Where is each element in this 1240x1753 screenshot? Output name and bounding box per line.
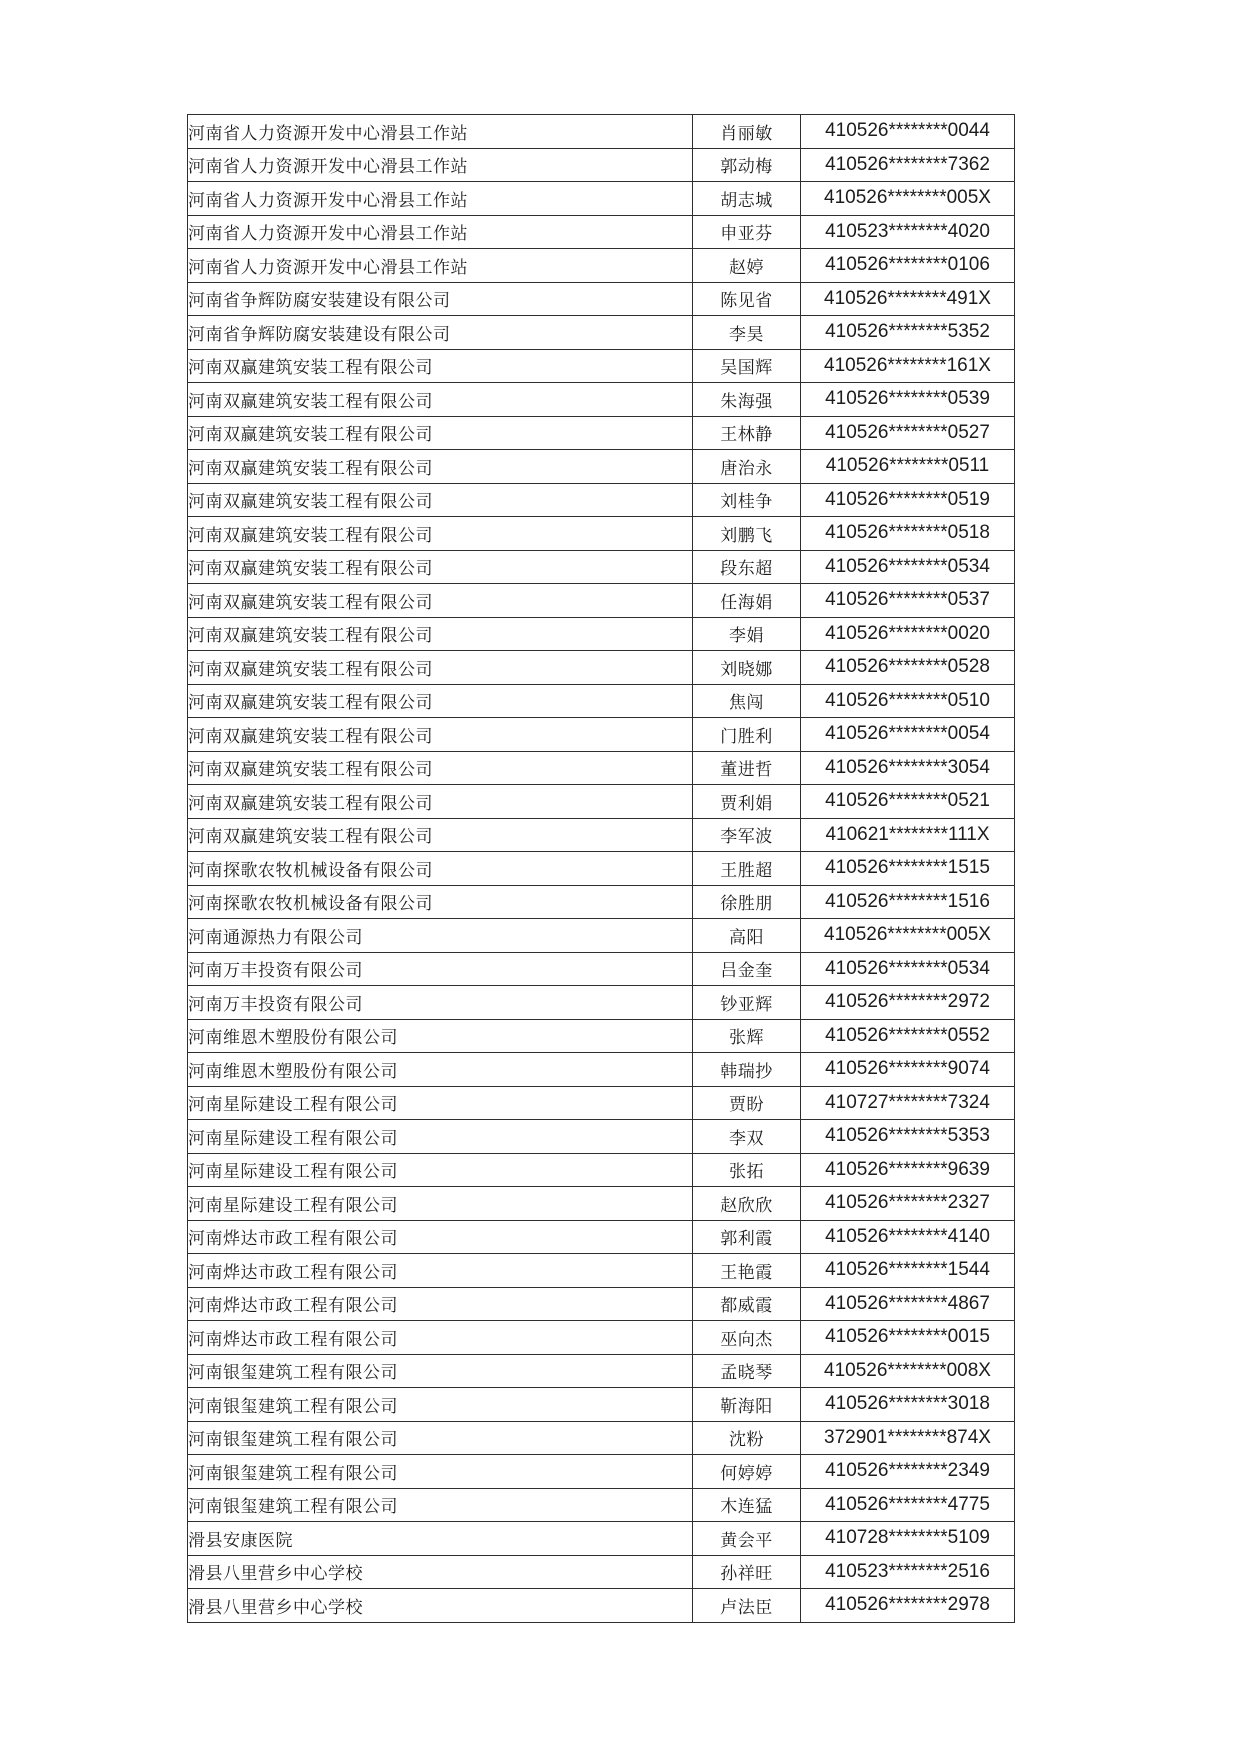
id-number-cell: 410526********9639 (801, 1153, 1015, 1187)
company-cell: 河南通源热力有限公司 (188, 919, 693, 953)
id-number-cell: 410526********0539 (801, 383, 1015, 417)
id-number-cell: 410526********005X (801, 919, 1015, 953)
company-cell: 河南银玺建筑工程有限公司 (188, 1354, 693, 1388)
company-cell: 河南省人力资源开发中心滑县工作站 (188, 249, 693, 283)
id-number-cell: 410526********3054 (801, 751, 1015, 785)
company-cell: 河南省人力资源开发中心滑县工作站 (188, 215, 693, 249)
table-row (188, 1120, 1015, 1154)
table-row (188, 1053, 1015, 1087)
id-number-cell: 410526********9074 (801, 1053, 1015, 1087)
table-row (188, 450, 1015, 484)
table-row (188, 550, 1015, 584)
table-row (188, 718, 1015, 752)
id-number-cell: 410526********0044 (801, 115, 1015, 149)
id-number-cell: 410526********2349 (801, 1455, 1015, 1489)
company-cell: 滑县安康医院 (188, 1522, 693, 1556)
table-row (188, 651, 1015, 685)
id-number-cell: 410526********0552 (801, 1019, 1015, 1053)
id-number-cell: 410526********0537 (801, 584, 1015, 618)
company-cell: 河南星际建设工程有限公司 (188, 1120, 693, 1154)
roster-table-body (188, 115, 1015, 1623)
company-cell: 河南银玺建筑工程有限公司 (188, 1388, 693, 1422)
person-name-cell: 徐胜朋 (693, 885, 801, 919)
table-row (188, 1321, 1015, 1355)
company-cell: 河南烨达市政工程有限公司 (188, 1287, 693, 1321)
company-cell: 河南星际建设工程有限公司 (188, 1187, 693, 1221)
company-cell: 河南银玺建筑工程有限公司 (188, 1488, 693, 1522)
id-number-cell: 410526********005X (801, 182, 1015, 216)
table-row (188, 1455, 1015, 1489)
company-cell: 河南双赢建筑安装工程有限公司 (188, 785, 693, 819)
person-name-cell: 任海娟 (693, 584, 801, 618)
company-cell: 河南双赢建筑安装工程有限公司 (188, 416, 693, 450)
personnel-roster-table (187, 114, 1015, 1623)
person-name-cell: 都威霞 (693, 1287, 801, 1321)
id-number-cell: 410526********7362 (801, 148, 1015, 182)
person-name-cell: 孙祥旺 (693, 1555, 801, 1589)
company-cell: 河南省人力资源开发中心滑县工作站 (188, 148, 693, 182)
id-number-cell: 410526********0510 (801, 684, 1015, 718)
table-row (188, 1153, 1015, 1187)
person-name-cell: 段东超 (693, 550, 801, 584)
id-number-cell: 410526********0106 (801, 249, 1015, 283)
company-cell: 河南双赢建筑安装工程有限公司 (188, 517, 693, 551)
person-name-cell: 王林静 (693, 416, 801, 450)
id-number-cell: 410526********0519 (801, 483, 1015, 517)
id-number-cell: 410621********111X (801, 818, 1015, 852)
company-cell: 河南双赢建筑安装工程有限公司 (188, 450, 693, 484)
person-name-cell: 唐治永 (693, 450, 801, 484)
person-name-cell: 焦闯 (693, 684, 801, 718)
table-row (188, 751, 1015, 785)
person-name-cell: 李双 (693, 1120, 801, 1154)
table-row (188, 1421, 1015, 1455)
company-cell: 河南万丰投资有限公司 (188, 986, 693, 1020)
person-name-cell: 王胜超 (693, 852, 801, 886)
person-name-cell: 贾盼 (693, 1086, 801, 1120)
person-name-cell: 吴国辉 (693, 349, 801, 383)
person-name-cell: 卢法臣 (693, 1589, 801, 1623)
company-cell: 河南双赢建筑安装工程有限公司 (188, 818, 693, 852)
company-cell: 河南省人力资源开发中心滑县工作站 (188, 182, 693, 216)
company-cell: 河南双赢建筑安装工程有限公司 (188, 684, 693, 718)
table-row (188, 249, 1015, 283)
table-row (188, 584, 1015, 618)
table-row (188, 986, 1015, 1020)
person-name-cell: 韩瑞抄 (693, 1053, 801, 1087)
person-name-cell: 朱海强 (693, 383, 801, 417)
id-number-cell: 410526********0521 (801, 785, 1015, 819)
table-row (188, 1187, 1015, 1221)
person-name-cell: 申亚芬 (693, 215, 801, 249)
person-name-cell: 郭动梅 (693, 148, 801, 182)
company-cell: 河南双赢建筑安装工程有限公司 (188, 383, 693, 417)
person-name-cell: 沈粉 (693, 1421, 801, 1455)
id-number-cell: 410526********0528 (801, 651, 1015, 685)
person-name-cell: 李娟 (693, 617, 801, 651)
company-cell: 河南探歌农牧机械设备有限公司 (188, 885, 693, 919)
person-name-cell: 孟晓琴 (693, 1354, 801, 1388)
person-name-cell: 张拓 (693, 1153, 801, 1187)
person-name-cell: 董进哲 (693, 751, 801, 785)
table-row (188, 182, 1015, 216)
id-number-cell: 410526********0015 (801, 1321, 1015, 1355)
table-row (188, 383, 1015, 417)
company-cell: 河南双赢建筑安装工程有限公司 (188, 617, 693, 651)
table-row (188, 1522, 1015, 1556)
table-row (188, 684, 1015, 718)
id-number-cell: 410526********5352 (801, 316, 1015, 350)
id-number-cell: 410526********0534 (801, 550, 1015, 584)
id-number-cell: 410523********4020 (801, 215, 1015, 249)
company-cell: 河南烨达市政工程有限公司 (188, 1321, 693, 1355)
table-row (188, 416, 1015, 450)
company-cell: 河南烨达市政工程有限公司 (188, 1220, 693, 1254)
id-number-cell: 410526********5353 (801, 1120, 1015, 1154)
table-row (188, 316, 1015, 350)
person-name-cell: 刘桂争 (693, 483, 801, 517)
company-cell: 河南双赢建筑安装工程有限公司 (188, 584, 693, 618)
person-name-cell: 何婷婷 (693, 1455, 801, 1489)
id-number-cell: 410526********2978 (801, 1589, 1015, 1623)
id-number-cell: 410526********1515 (801, 852, 1015, 886)
company-cell: 河南双赢建筑安装工程有限公司 (188, 483, 693, 517)
table-row (188, 952, 1015, 986)
id-number-cell: 410523********2516 (801, 1555, 1015, 1589)
person-name-cell: 钞亚辉 (693, 986, 801, 1020)
id-number-cell: 410526********2972 (801, 986, 1015, 1020)
company-cell: 河南万丰投资有限公司 (188, 952, 693, 986)
table-row (188, 349, 1015, 383)
company-cell: 河南银玺建筑工程有限公司 (188, 1421, 693, 1455)
person-name-cell: 王艳霞 (693, 1254, 801, 1288)
person-name-cell: 张辉 (693, 1019, 801, 1053)
id-number-cell: 410526********0020 (801, 617, 1015, 651)
id-number-cell: 410526********008X (801, 1354, 1015, 1388)
table-row (188, 617, 1015, 651)
table-row (188, 517, 1015, 551)
table-row (188, 818, 1015, 852)
id-number-cell: 410526********0534 (801, 952, 1015, 986)
person-name-cell: 贾利娟 (693, 785, 801, 819)
table-row (188, 148, 1015, 182)
company-cell: 河南双赢建筑安装工程有限公司 (188, 349, 693, 383)
person-name-cell: 李军波 (693, 818, 801, 852)
table-row (188, 1488, 1015, 1522)
id-number-cell: 410526********1544 (801, 1254, 1015, 1288)
company-cell: 河南双赢建筑安装工程有限公司 (188, 718, 693, 752)
person-name-cell: 吕金奎 (693, 952, 801, 986)
table-row (188, 1287, 1015, 1321)
table-row (188, 1555, 1015, 1589)
person-name-cell: 门胜利 (693, 718, 801, 752)
company-cell: 河南双赢建筑安装工程有限公司 (188, 751, 693, 785)
person-name-cell: 靳海阳 (693, 1388, 801, 1422)
person-name-cell: 巫向杰 (693, 1321, 801, 1355)
table-row (188, 1086, 1015, 1120)
person-name-cell: 郭利霞 (693, 1220, 801, 1254)
id-number-cell: 410526********0511 (801, 450, 1015, 484)
id-number-cell: 410728********5109 (801, 1522, 1015, 1556)
id-number-cell: 410526********4867 (801, 1287, 1015, 1321)
table-row (188, 483, 1015, 517)
table-row (188, 852, 1015, 886)
id-number-cell: 372901********874X (801, 1421, 1015, 1455)
person-name-cell: 刘鹏飞 (693, 517, 801, 551)
person-name-cell: 赵欣欣 (693, 1187, 801, 1221)
id-number-cell: 410526********491X (801, 282, 1015, 316)
person-name-cell: 木连猛 (693, 1488, 801, 1522)
company-cell: 河南维恩木塑股份有限公司 (188, 1019, 693, 1053)
person-name-cell: 黄会平 (693, 1522, 801, 1556)
id-number-cell: 410526********161X (801, 349, 1015, 383)
id-number-cell: 410526********1516 (801, 885, 1015, 919)
company-cell: 河南银玺建筑工程有限公司 (188, 1455, 693, 1489)
company-cell: 河南省人力资源开发中心滑县工作站 (188, 115, 693, 149)
table-row (188, 1388, 1015, 1422)
id-number-cell: 410526********2327 (801, 1187, 1015, 1221)
table-row (188, 1019, 1015, 1053)
table-row (188, 115, 1015, 149)
id-number-cell: 410727********7324 (801, 1086, 1015, 1120)
id-number-cell: 410526********0518 (801, 517, 1015, 551)
company-cell: 河南双赢建筑安装工程有限公司 (188, 651, 693, 685)
company-cell: 滑县八里营乡中心学校 (188, 1555, 693, 1589)
table-row (188, 1220, 1015, 1254)
id-number-cell: 410526********3018 (801, 1388, 1015, 1422)
company-cell: 河南双赢建筑安装工程有限公司 (188, 550, 693, 584)
person-name-cell: 高阳 (693, 919, 801, 953)
table-row (188, 1254, 1015, 1288)
id-number-cell: 410526********0527 (801, 416, 1015, 450)
company-cell: 河南烨达市政工程有限公司 (188, 1254, 693, 1288)
id-number-cell: 410526********0054 (801, 718, 1015, 752)
table-row (188, 282, 1015, 316)
company-cell: 河南探歌农牧机械设备有限公司 (188, 852, 693, 886)
table-row (188, 1589, 1015, 1623)
company-cell: 河南星际建设工程有限公司 (188, 1153, 693, 1187)
person-name-cell: 李昊 (693, 316, 801, 350)
id-number-cell: 410526********4140 (801, 1220, 1015, 1254)
company-cell: 河南省争辉防腐安装建设有限公司 (188, 316, 693, 350)
company-cell: 滑县八里营乡中心学校 (188, 1589, 693, 1623)
person-name-cell: 胡志城 (693, 182, 801, 216)
table-row (188, 919, 1015, 953)
company-cell: 河南星际建设工程有限公司 (188, 1086, 693, 1120)
table-row (188, 885, 1015, 919)
company-cell: 河南维恩木塑股份有限公司 (188, 1053, 693, 1087)
person-name-cell: 赵婷 (693, 249, 801, 283)
table-row (188, 785, 1015, 819)
person-name-cell: 肖丽敏 (693, 115, 801, 149)
table-row (188, 1354, 1015, 1388)
id-number-cell: 410526********4775 (801, 1488, 1015, 1522)
table-row (188, 215, 1015, 249)
company-cell: 河南省争辉防腐安装建设有限公司 (188, 282, 693, 316)
person-name-cell: 刘晓娜 (693, 651, 801, 685)
person-name-cell: 陈见省 (693, 282, 801, 316)
